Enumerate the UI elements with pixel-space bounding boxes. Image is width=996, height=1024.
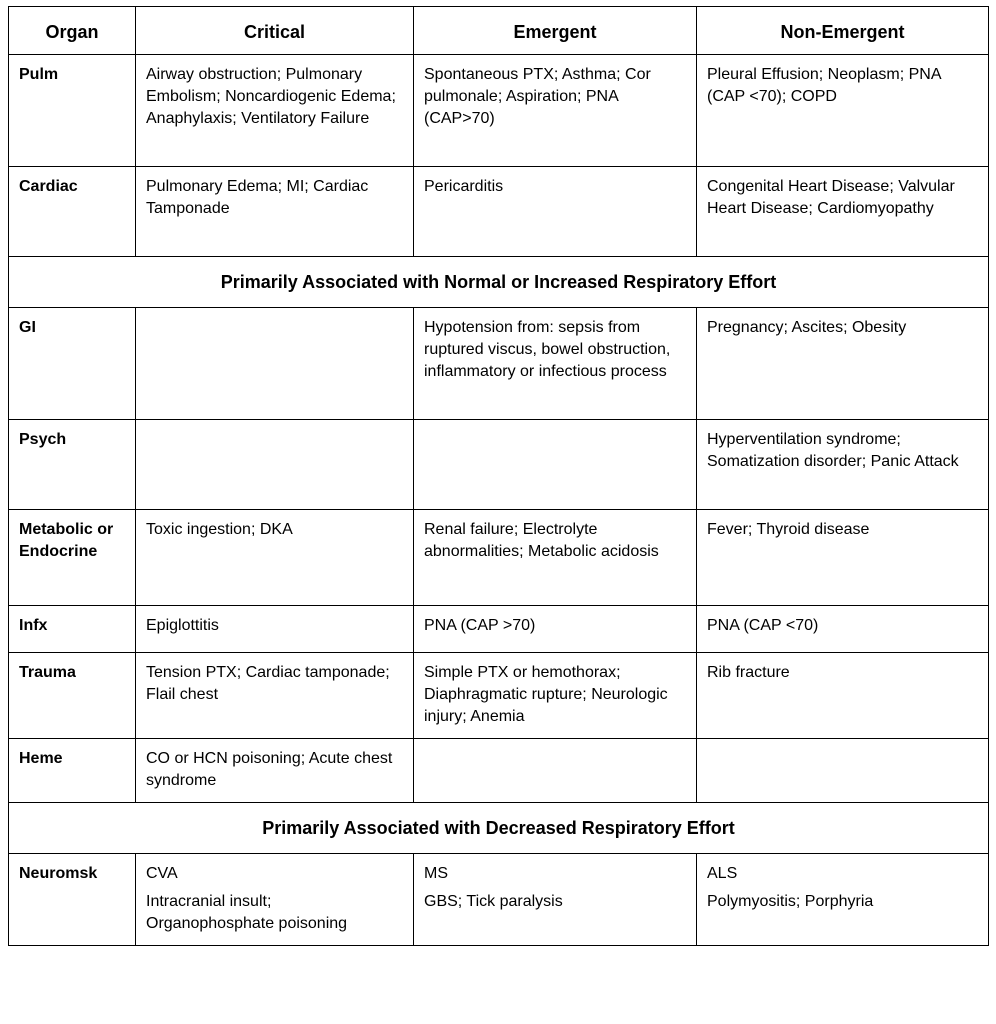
emergent-cell: Simple PTX or hemothorax; Diaphragmatic rupture; Neurologic injury; Anemia	[414, 653, 697, 739]
table-row	[9, 854, 989, 946]
organ-cell: Trauma	[9, 653, 136, 739]
cell-line: CVA	[146, 865, 178, 882]
organ-cell: Pulm	[9, 55, 136, 167]
dyspnea-differential-table	[8, 6, 989, 946]
cell-line: GBS; Tick paralysis	[424, 893, 563, 910]
non-emergent-cell: Pleural Effusion; Neoplasm; PNA (CAP <70); COPD	[697, 55, 989, 167]
emergent-cell	[414, 420, 697, 510]
table-row	[9, 308, 989, 420]
critical-cell: Pulmonary Edema; MI; Cardiac Tamponade	[136, 167, 414, 257]
table-row	[9, 55, 989, 167]
cell-line: ALS	[707, 865, 738, 882]
header-row	[9, 7, 989, 55]
header-organ: Organ	[9, 7, 136, 55]
critical-cell	[136, 854, 414, 946]
organ-cell: Heme	[9, 739, 136, 803]
non-emergent-cell	[697, 739, 989, 803]
organ-cell: Metabolic or Endocrine	[9, 510, 136, 606]
non-emergent-cell: Congenital Heart Disease; Valvular Heart Disease; Cardiomyopathy	[697, 167, 989, 257]
header-critical: Critical	[136, 7, 414, 55]
non-emergent-cell: Pregnancy; Ascites; Obesity	[697, 308, 989, 420]
table-row	[9, 510, 989, 606]
emergent-cell: Spontaneous PTX; Asthma; Cor pulmonale; Aspiration; PNA (CAP>70)	[414, 55, 697, 167]
section-row	[9, 803, 989, 854]
organ-cell: Cardiac	[9, 167, 136, 257]
cell-line: MS	[424, 865, 448, 882]
cell-line: Intracranial insult; Organophosphate poisoning	[146, 893, 348, 932]
emergent-cell: Renal failure; Electrolyte abnormalities; Metabolic acidosis	[414, 510, 697, 606]
critical-cell	[136, 308, 414, 420]
section-row	[9, 257, 989, 308]
organ-cell: Infx	[9, 606, 136, 653]
non-emergent-cell: Rib fracture	[697, 653, 989, 739]
non-emergent-cell	[697, 854, 989, 946]
critical-cell: Tension PTX; Cardiac tamponade; Flail chest	[136, 653, 414, 739]
cell-line: Polymyositis; Porphyria	[707, 893, 874, 910]
non-emergent-cell: Hyperventilation syndrome; Somatization disorder; Panic Attack	[697, 420, 989, 510]
critical-cell	[136, 420, 414, 510]
table-row	[9, 739, 989, 803]
emergent-cell	[414, 854, 697, 946]
section-heading-normal-effort: Primarily Associated with Normal or Increased Respiratory Effort	[9, 257, 989, 308]
table-row	[9, 606, 989, 653]
header-non-emergent: Non-Emergent	[697, 7, 989, 55]
critical-cell: Toxic ingestion; DKA	[136, 510, 414, 606]
emergent-cell	[414, 739, 697, 803]
section-heading-decreased-effort: Primarily Associated with Decreased Respiratory Effort	[9, 803, 989, 854]
table-row	[9, 653, 989, 739]
critical-cell: Epiglottitis	[136, 606, 414, 653]
emergent-cell: PNA (CAP >70)	[414, 606, 697, 653]
emergent-cell: Pericarditis	[414, 167, 697, 257]
critical-cell: Airway obstruction; Pulmonary Embolism; Noncardiogenic Edema; Anaphylaxis; Ventilatory Failure	[136, 55, 414, 167]
non-emergent-cell: PNA (CAP <70)	[697, 606, 989, 653]
organ-cell: Psych	[9, 420, 136, 510]
header-emergent: Emergent	[414, 7, 697, 55]
organ-cell: Neuromsk	[9, 854, 136, 946]
critical-cell: CO or HCN poisoning; Acute chest syndrome	[136, 739, 414, 803]
emergent-cell: Hypotension from: sepsis from ruptured viscus, bowel obstruction, inflammatory or infectious process	[414, 308, 697, 420]
non-emergent-cell: Fever; Thyroid disease	[697, 510, 989, 606]
table-row	[9, 167, 989, 257]
organ-cell: GI	[9, 308, 136, 420]
table-row	[9, 420, 989, 510]
